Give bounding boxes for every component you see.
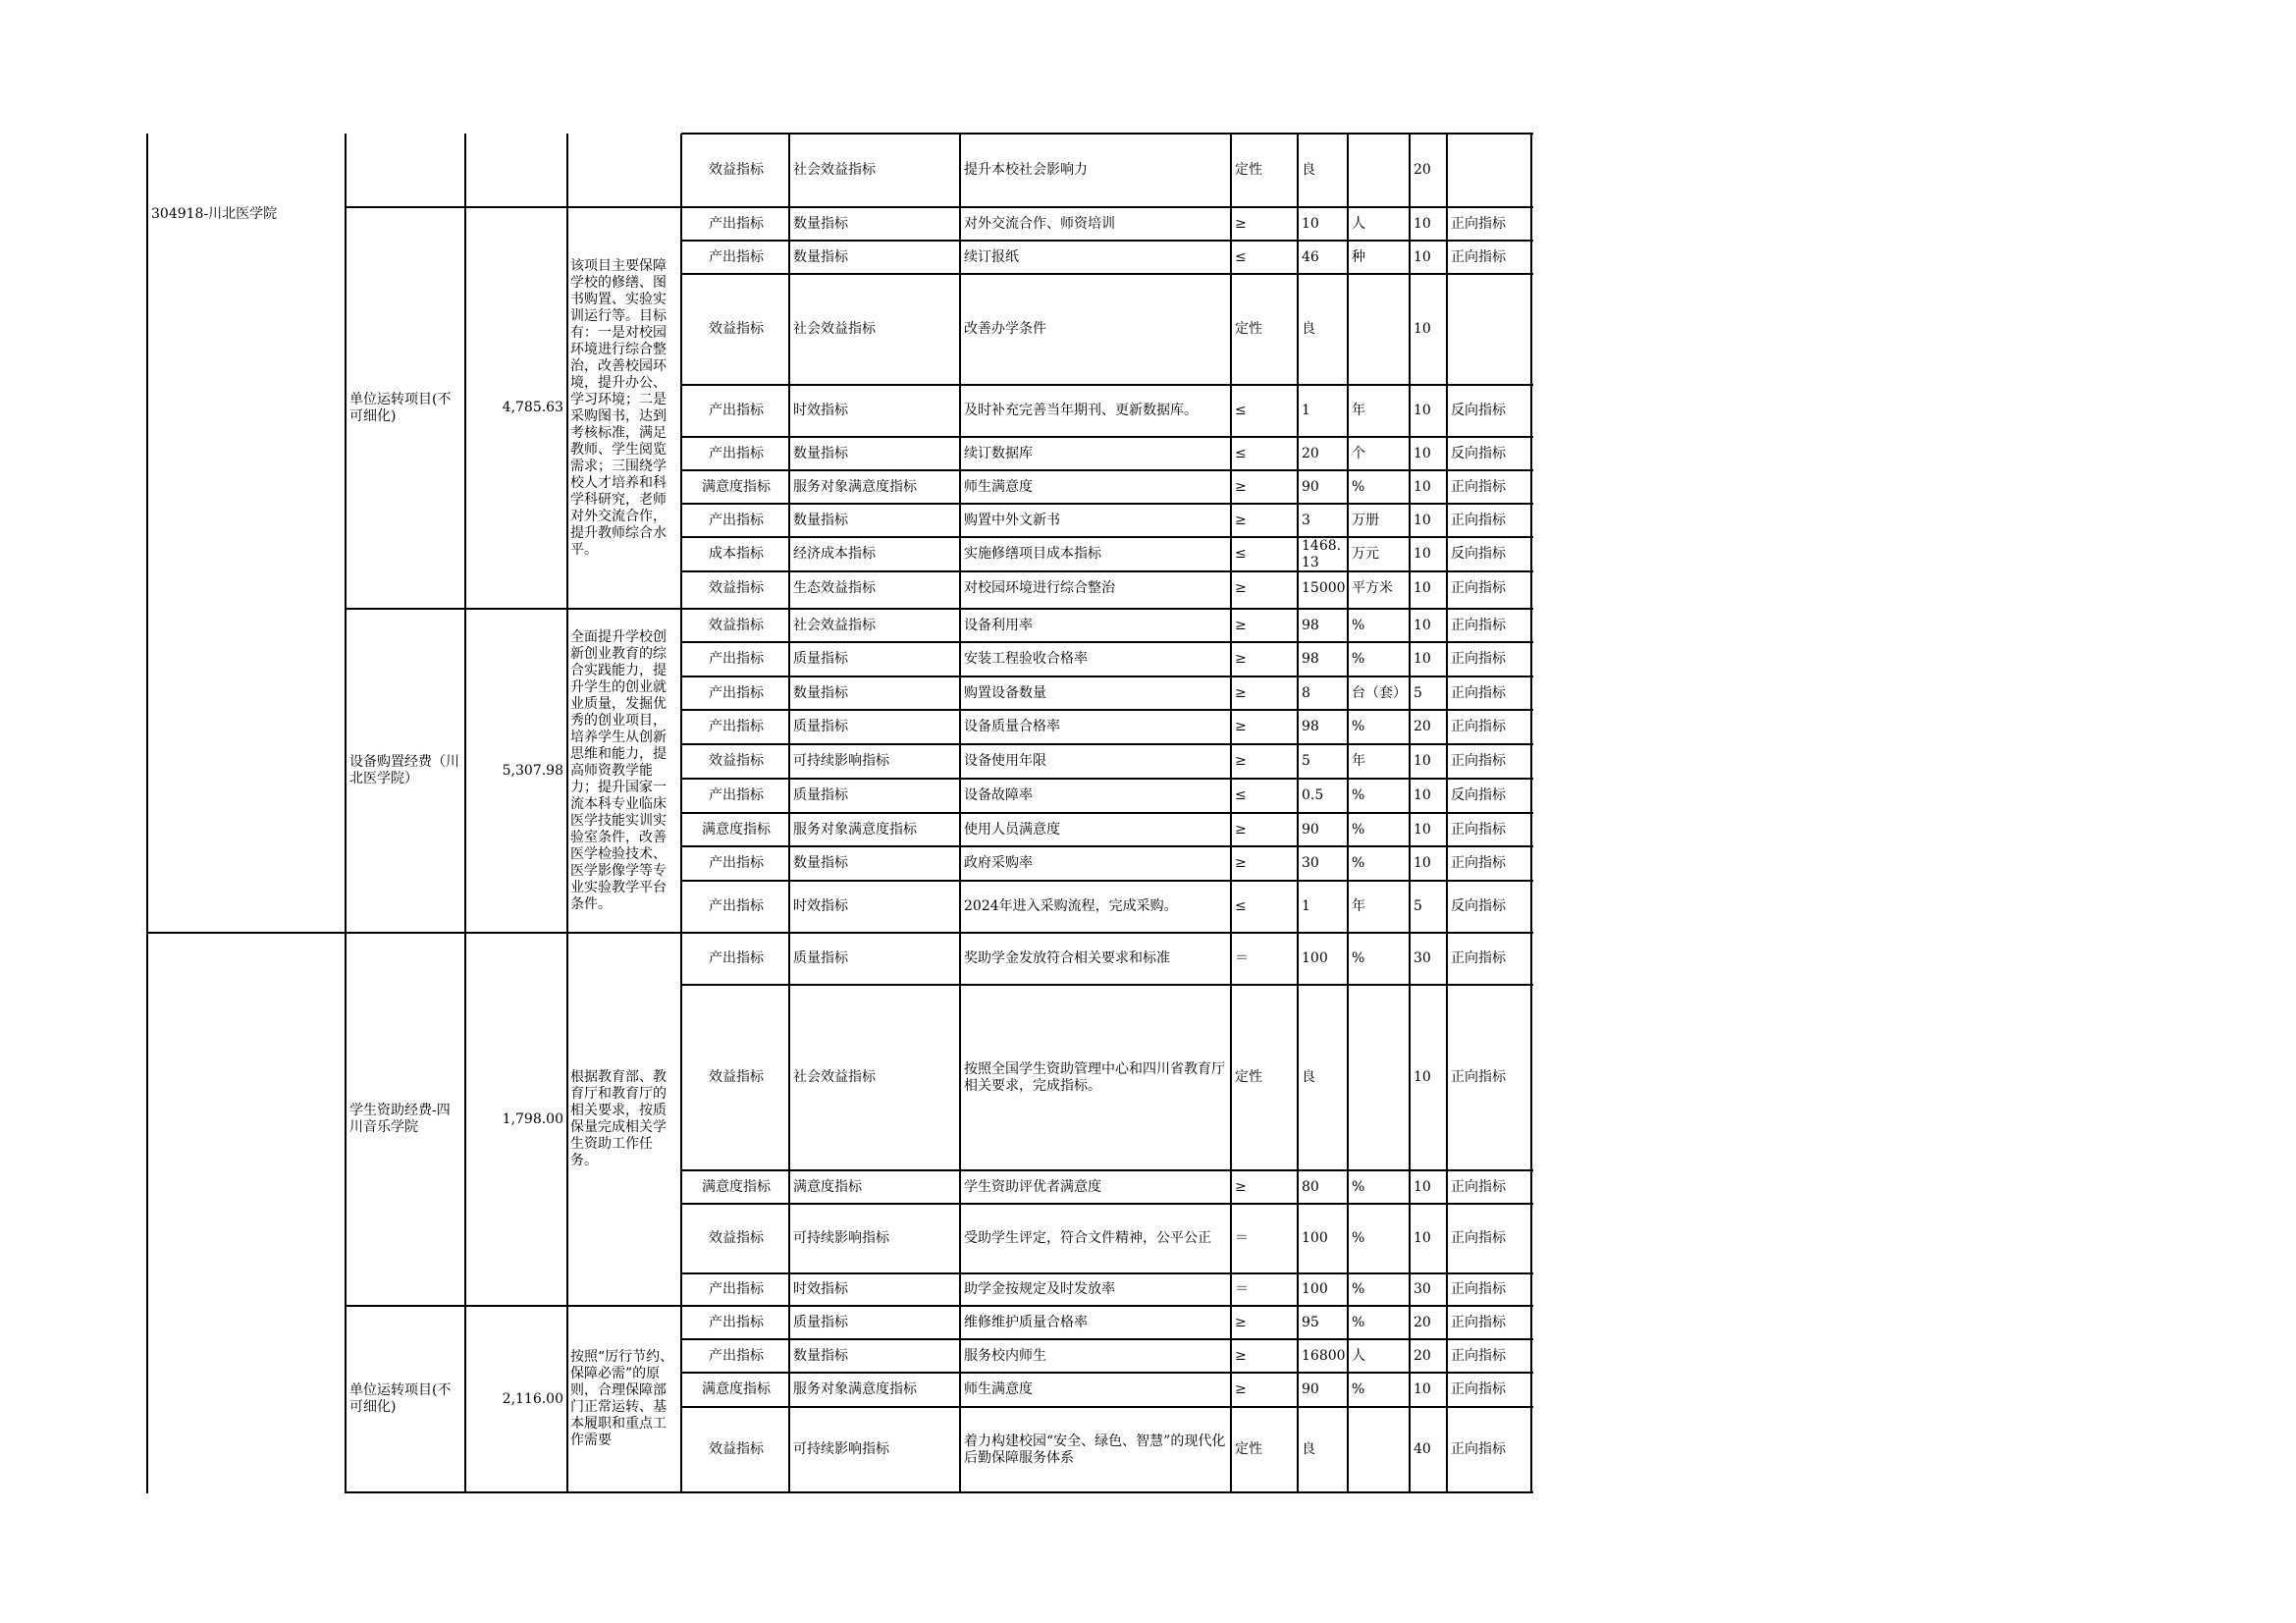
indicator-name: 受助学生评定，符合文件精神，公平公正 [964, 1230, 1211, 1246]
indicator-level1: 产出指标 [709, 651, 764, 667]
indicator-operator: ≥ [1235, 753, 1247, 769]
project-goal: 该项目主要保障学校的修缮、图书购置、实验实训运行等。目标有：一是对校园环境进行综合整治，改善校园环境，提升办公、学习环境；二是采购图书，达到考核标准，满足教师、学生阅览需求；三围绕学校人才培养和科学科研究，老师对外交流合作，提升教师综合水平。 [570, 257, 667, 558]
indicator-value: 46 [1302, 248, 1319, 265]
indicator-level2: 经济成本指标 [793, 546, 876, 562]
indicator-operator: ＝ [1235, 1230, 1249, 1246]
indicator-level2: 可持续影响指标 [793, 1230, 889, 1246]
indicator-level1: 产出指标 [709, 855, 764, 871]
indicator-level1: 产出指标 [709, 403, 764, 418]
indicator-unit: % [1352, 719, 1365, 734]
project-name: 学生资助经费-四川音乐学院 [349, 1103, 451, 1135]
indicator-name: 维修维护质量合格率 [964, 1314, 1088, 1330]
indicator-level2: 时效指标 [793, 1281, 848, 1297]
indicator-direction: 正向指标 [1451, 1230, 1506, 1246]
grid-line [345, 134, 347, 1493]
indicator-unit: 年 [1352, 898, 1365, 914]
indicator-score: 10 [1414, 821, 1431, 838]
indicator-unit [1352, 274, 1408, 385]
indicator-level2: 时效指标 [793, 898, 848, 914]
project-amount: 1,798.00 [502, 1110, 563, 1127]
indicator-unit: 年 [1352, 753, 1365, 769]
indicator-level2: 数量指标 [793, 248, 848, 265]
indicator-score: 5 [1414, 898, 1422, 914]
indicator-value: 5 [1302, 753, 1310, 769]
indicator-score: 10 [1414, 546, 1431, 562]
indicator-unit: 人 [1352, 215, 1365, 232]
indicator-unit: % [1352, 1314, 1365, 1330]
indicator-unit [1352, 1407, 1408, 1492]
indicator-value: 100 [1302, 1281, 1328, 1297]
indicator-direction [1451, 134, 1529, 207]
indicator-level1: 产出指标 [709, 787, 764, 803]
indicator-name: 购置中外文新书 [964, 512, 1060, 528]
indicator-level1: 效益指标 [709, 321, 764, 337]
indicator-level2: 时效指标 [793, 403, 848, 418]
indicator-direction: 反向指标 [1451, 787, 1506, 803]
indicator-direction: 反向指标 [1451, 403, 1506, 418]
indicator-level2: 可持续影响指标 [793, 1441, 889, 1457]
indicator-name: 奖助学金发放符合相关要求和标准 [964, 950, 1170, 966]
indicator-score: 10 [1414, 478, 1431, 495]
indicator-unit: 平方米 [1352, 579, 1393, 596]
indicator-level1: 效益指标 [709, 617, 764, 633]
indicator-operator: 定性 [1235, 321, 1262, 337]
indicator-unit: % [1352, 1178, 1365, 1195]
indicator-direction: 正向指标 [1451, 1381, 1506, 1397]
indicator-direction [1451, 274, 1529, 385]
indicator-direction: 正向指标 [1451, 617, 1506, 633]
indicator-level1: 效益指标 [709, 579, 764, 596]
indicator-direction: 反向指标 [1451, 898, 1506, 914]
project-name: 单位运转项目(不可细化) [349, 391, 452, 424]
indicator-level1: 产出指标 [709, 248, 764, 265]
indicator-name: 购置设备数量 [964, 684, 1046, 701]
indicator-level1: 满意度指标 [702, 1381, 771, 1397]
indicator-level2: 社会效益指标 [793, 617, 876, 633]
indicator-score: 10 [1414, 445, 1431, 461]
indicator-direction: 正向指标 [1451, 1069, 1506, 1085]
indicator-value: 16800 [1302, 1347, 1346, 1364]
indicator-operator: ≤ [1235, 898, 1247, 914]
indicator-level2: 质量指标 [793, 950, 848, 966]
indicator-operator: ≥ [1235, 1347, 1247, 1364]
unit-name: 304918-川北医学院 [151, 206, 278, 222]
indicator-unit: 台（套） [1352, 684, 1407, 701]
indicator-level1: 效益指标 [709, 1069, 764, 1085]
indicator-value: 30 [1302, 855, 1319, 871]
indicator-score: 10 [1414, 248, 1431, 265]
indicator-name: 服务校内师生 [964, 1347, 1046, 1364]
indicator-level1: 成本指标 [709, 546, 764, 562]
indicator-unit: 万元 [1352, 546, 1379, 562]
indicator-level2: 质量指标 [793, 651, 848, 667]
indicator-operator: ≤ [1235, 546, 1247, 562]
indicator-value: 98 [1302, 617, 1319, 633]
indicator-operator: ≤ [1235, 445, 1247, 461]
indicator-unit: % [1352, 1230, 1365, 1246]
indicator-level2: 数量指标 [793, 684, 848, 701]
indicator-direction: 反向指标 [1451, 546, 1506, 562]
indicator-operator: ≥ [1235, 478, 1247, 495]
indicator-name: 提升本校社会影响力 [964, 162, 1088, 178]
indicator-value: 良 [1302, 321, 1315, 337]
grid-line [147, 932, 347, 934]
indicator-level2: 服务对象满意度指标 [793, 478, 917, 495]
indicator-score: 20 [1414, 719, 1431, 734]
indicator-name: 设备质量合格率 [964, 719, 1060, 734]
indicator-level2: 服务对象满意度指标 [793, 1381, 917, 1397]
indicator-level1: 满意度指标 [702, 1178, 771, 1195]
project-goal [570, 134, 674, 207]
indicator-unit: 种 [1352, 248, 1365, 265]
indicator-name: 改善办学条件 [964, 321, 1046, 337]
indicator-level2: 数量指标 [793, 512, 848, 528]
project-name: 设备购置经费（川北医学院） [349, 754, 459, 786]
indicator-name: 2024年进入采购流程，完成采购。 [964, 898, 1178, 914]
indicator-level2: 质量指标 [793, 719, 848, 734]
indicator-value: 3 [1302, 512, 1310, 528]
indicator-direction: 正向指标 [1451, 1347, 1506, 1364]
indicator-direction: 正向指标 [1451, 1441, 1506, 1457]
indicator-level2: 社会效益指标 [793, 321, 876, 337]
indicator-score: 10 [1414, 1178, 1431, 1195]
indicator-level2: 满意度指标 [793, 1178, 862, 1195]
indicator-direction: 正向指标 [1451, 684, 1506, 701]
indicator-score: 10 [1414, 403, 1431, 418]
indicator-unit: % [1352, 478, 1365, 495]
indicator-unit: % [1352, 950, 1365, 966]
indicator-value: 8 [1302, 684, 1310, 701]
indicator-score: 20 [1414, 1347, 1431, 1364]
indicator-score: 10 [1414, 579, 1431, 596]
indicator-unit: % [1352, 787, 1365, 803]
indicator-unit: 年 [1352, 403, 1365, 418]
indicator-level2: 数量指标 [793, 855, 848, 871]
indicator-operator: ≥ [1235, 719, 1247, 734]
indicator-name: 续订报纸 [964, 248, 1019, 265]
indicator-operator: ≥ [1235, 512, 1247, 528]
project-amount: 2,116.00 [502, 1390, 563, 1407]
indicator-unit: % [1352, 651, 1365, 667]
indicator-level1: 产出指标 [709, 684, 764, 701]
indicator-level2: 质量指标 [793, 1314, 848, 1330]
indicator-value: 80 [1302, 1178, 1319, 1195]
indicator-operator: ≥ [1235, 651, 1247, 667]
indicator-level2: 数量指标 [793, 215, 848, 232]
indicator-score: 20 [1414, 162, 1431, 178]
indicator-unit: % [1352, 1281, 1365, 1297]
indicator-name: 师生满意度 [964, 1381, 1033, 1397]
indicator-value: 100 [1302, 950, 1328, 966]
indicator-score: 10 [1414, 321, 1431, 337]
indicator-unit: 人 [1352, 1347, 1365, 1364]
indicator-score: 10 [1414, 617, 1431, 633]
indicator-value: 20 [1302, 445, 1319, 461]
indicator-operator: 定性 [1235, 1441, 1262, 1457]
indicator-score: 30 [1414, 950, 1431, 966]
project-name: 单位运转项目(不可细化) [349, 1382, 452, 1415]
indicator-unit: 万册 [1352, 512, 1379, 528]
indicator-level1: 产出指标 [709, 1281, 764, 1297]
indicator-operator: ≥ [1235, 1314, 1247, 1330]
indicator-value: 90 [1302, 1381, 1319, 1397]
indicator-name: 助学金按规定及时发放率 [964, 1281, 1115, 1297]
indicator-level1: 产出指标 [709, 445, 764, 461]
indicator-operator: ≥ [1235, 579, 1247, 596]
indicator-level1: 产出指标 [709, 950, 764, 966]
grid-line [566, 134, 568, 1493]
indicator-direction: 正向指标 [1451, 950, 1506, 966]
indicator-level1: 产出指标 [709, 719, 764, 734]
indicator-level1: 效益指标 [709, 1441, 764, 1457]
indicator-level1: 产出指标 [709, 512, 764, 528]
indicator-unit: 个 [1352, 445, 1365, 461]
indicator-level1: 产出指标 [709, 1347, 764, 1364]
indicator-value: 98 [1302, 651, 1319, 667]
indicator-level2: 可持续影响指标 [793, 753, 889, 769]
indicator-direction: 正向指标 [1451, 719, 1506, 734]
indicator-name: 使用人员满意度 [964, 821, 1060, 838]
indicator-level1: 产出指标 [709, 898, 764, 914]
indicator-score: 10 [1414, 512, 1431, 528]
indicator-direction: 正向指标 [1451, 821, 1506, 838]
indicator-name: 及时补充完善当年期刊、更新数据库。 [964, 403, 1198, 418]
indicator-name: 对外交流合作、师资培训 [964, 215, 1115, 232]
project-goal: 全面提升学校创新创业教育的综合实践能力，提升学生的创业就业质量，发掘优秀的创业项目，培养学生从创新思维和能力，提高师资教学能力；提升国家一流本科专业临床医学技能实训实验室条件，改善医学检验技术、医学影像学等专业实验教学平台条件。 [570, 628, 667, 912]
indicator-operator: ≥ [1235, 617, 1247, 633]
indicator-level1: 效益指标 [709, 1230, 764, 1246]
indicator-value: 良 [1302, 1069, 1315, 1085]
indicator-operator: ≥ [1235, 1178, 1247, 1195]
indicator-direction: 正向指标 [1451, 215, 1506, 232]
indicator-operator: ≤ [1235, 403, 1247, 418]
indicator-value: 98 [1302, 719, 1319, 734]
indicator-direction: 正向指标 [1451, 651, 1506, 667]
indicator-direction: 正向指标 [1451, 1314, 1506, 1330]
indicator-level2: 数量指标 [793, 1347, 848, 1364]
grid-line [146, 134, 148, 1493]
indicator-operator: ≥ [1235, 1381, 1247, 1397]
indicator-level1: 效益指标 [709, 162, 764, 178]
indicator-level2: 质量指标 [793, 787, 848, 803]
indicator-operator: ≥ [1235, 855, 1247, 871]
indicator-level1: 产出指标 [709, 215, 764, 232]
indicator-direction: 正向指标 [1451, 512, 1506, 528]
indicator-value: 95 [1302, 1314, 1319, 1330]
indicator-unit [1352, 134, 1408, 207]
indicator-value: 1 [1302, 898, 1310, 914]
indicator-name: 实施修缮项目成本指标 [964, 546, 1101, 562]
indicator-unit [1352, 985, 1408, 1170]
indicator-level2: 社会效益指标 [793, 1069, 876, 1085]
indicator-level2: 服务对象满意度指标 [793, 821, 917, 838]
indicator-name: 对校园环境进行综合整治 [964, 579, 1115, 596]
indicator-level2: 生态效益指标 [793, 579, 876, 596]
indicator-score: 40 [1414, 1441, 1431, 1457]
indicator-direction: 正向指标 [1451, 1281, 1506, 1297]
project-amount [465, 134, 563, 207]
indicator-name: 设备故障率 [964, 787, 1033, 803]
indicator-name: 师生满意度 [964, 478, 1033, 495]
indicator-level1: 满意度指标 [702, 478, 771, 495]
indicator-score: 10 [1414, 651, 1431, 667]
indicator-operator: 定性 [1235, 1069, 1262, 1085]
indicator-name: 设备使用年限 [964, 753, 1046, 769]
indicator-unit: % [1352, 1381, 1365, 1397]
indicator-name: 按照全国学生资助管理中心和四川省教育厅相关要求，完成指标。 [964, 1060, 1225, 1094]
indicator-direction: 反向指标 [1451, 445, 1506, 461]
project-amount: 5,307.98 [502, 762, 563, 779]
indicator-score: 30 [1414, 1281, 1431, 1297]
indicator-score: 10 [1414, 1381, 1431, 1397]
indicator-level1: 满意度指标 [702, 821, 771, 838]
indicator-operator: 定性 [1235, 162, 1262, 178]
indicator-score: 20 [1414, 1314, 1431, 1330]
indicator-value: 10 [1302, 215, 1319, 232]
indicator-direction: 正向指标 [1451, 753, 1506, 769]
indicator-score: 5 [1414, 684, 1422, 701]
indicator-name: 安装工程验收合格率 [964, 651, 1088, 667]
indicator-name: 续订数据库 [964, 445, 1033, 461]
indicator-operator: ≥ [1235, 821, 1247, 838]
indicator-level2: 数量指标 [793, 445, 848, 461]
project-name [349, 134, 461, 207]
indicator-value: 90 [1302, 478, 1319, 495]
indicator-level1: 效益指标 [709, 753, 764, 769]
indicator-value: 100 [1302, 1230, 1328, 1246]
indicator-name: 着力构建校园“安全、绿色、智慧”的现代化后勤保障服务体系 [964, 1433, 1226, 1466]
indicator-operator: ＝ [1235, 1281, 1249, 1297]
project-goal: 根据教育部、教育厅和教育厅的相关要求，按质保量完成相关学生资助工作任务。 [570, 1069, 667, 1168]
project-amount: 4,785.63 [502, 400, 563, 415]
indicator-score: 10 [1414, 215, 1431, 232]
indicator-score: 10 [1414, 855, 1431, 871]
indicator-level2: 社会效益指标 [793, 162, 876, 178]
project-goal: 按照“厉行节约、保障必需”的原则，合理保障部门正常运转、基本履职和重点工作需要 [570, 1349, 674, 1448]
indicator-unit: % [1352, 821, 1365, 838]
indicator-score: 10 [1414, 1069, 1431, 1085]
indicator-score: 10 [1414, 753, 1431, 769]
indicator-level1: 产出指标 [709, 1314, 764, 1330]
indicator-name: 设备利用率 [964, 617, 1033, 633]
indicator-direction: 正向指标 [1451, 855, 1506, 871]
indicator-value: 1468.13 [1302, 537, 1342, 570]
indicator-operator: ＝ [1235, 950, 1249, 966]
indicator-direction: 正向指标 [1451, 478, 1506, 495]
indicator-unit: % [1352, 617, 1365, 633]
indicator-value: 良 [1302, 162, 1315, 178]
indicator-value: 良 [1302, 1441, 1315, 1457]
indicator-operator: ≥ [1235, 684, 1247, 701]
indicator-value: 90 [1302, 821, 1319, 838]
indicator-value: 1 [1302, 403, 1310, 418]
indicator-direction: 正向指标 [1451, 1178, 1506, 1195]
indicator-name: 政府采购率 [964, 855, 1033, 871]
indicator-operator: ≥ [1235, 215, 1247, 232]
indicator-operator: ≤ [1235, 248, 1247, 265]
indicator-score: 10 [1414, 1230, 1431, 1246]
indicator-operator: ≤ [1235, 787, 1247, 803]
indicator-value: 0.5 [1302, 787, 1324, 803]
indicator-direction: 正向指标 [1451, 248, 1506, 265]
indicator-value: 15000 [1302, 579, 1346, 596]
indicator-score: 10 [1414, 787, 1431, 803]
indicator-name: 学生资助评优者满意度 [964, 1178, 1101, 1195]
indicator-direction: 正向指标 [1451, 579, 1506, 596]
indicator-unit: % [1352, 855, 1365, 871]
